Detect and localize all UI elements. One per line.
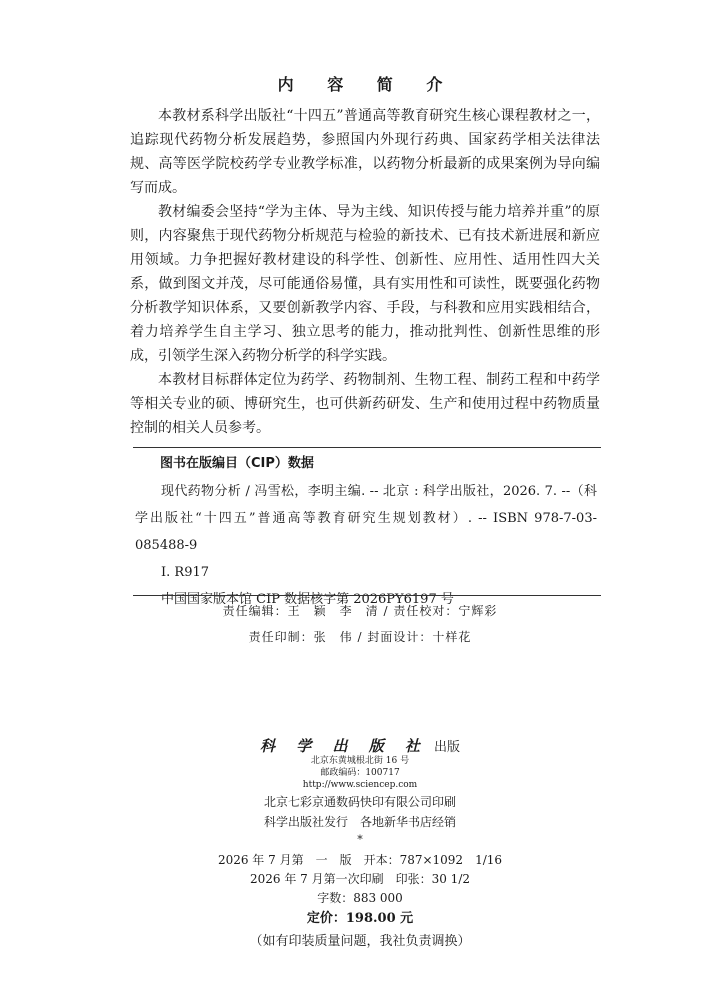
- summary-text: [130, 104, 600, 440]
- summary-paragraph: 教材编委会坚持“学为主体、导为主线、知识传授与能力培养并重”的原则，内容聚焦于现代药物分析规范与检验的新技术、已有技术新进展和新应用领域。力争把握好教材建设的科学性、创新性、应用性、适用性四大关系，做到图文并茂，尽可能通俗易懂，具有实用性和可读性，既要强化药物分析教学知识体系，又要创新教学内容、手段，与科教和应用实践相结合，着力培养学生自主学习、独立思考的能力，推动批判性、创新性思维的形成，引领学生深入药物分析学的科学实践。: [130, 204, 600, 364]
- distribution-line: 科学出版社发行 各地新华书店经销: [263, 815, 456, 829]
- summary-title: 内 容 简 介: [277, 75, 457, 94]
- summary-paragraph: 本教材系科学出版社“十四五”普通高等教育研究生核心课程教材之一，追踪现代药物分析发展趋势，参照国内外现行药典、国家药学相关法律法规、高等医学院校药学专业教学标准，以药物分析最新的成果案例为导向编写而成。: [130, 108, 600, 196]
- cip-record-text: 现代药物分析 / 冯雪松，李明主编. -- 北京 : 科学出版社，2026. 7. --（科学出版社“十四五”普通高等教育研究生规划教材）. -- ISBN 978-7-03-085488-9: [135, 484, 597, 553]
- summary-paragraph: 本教材目标群体定位为药学、药物制剂、生物工程、制药工程和中药学等相关专业的硕、博研究生，也可供新药研发、生产和使用过程中药物质量控制的相关人员参考。: [130, 372, 600, 436]
- edition-line: 2026 年 7 月第 一 版 开本：787×1092 1/16: [217, 853, 503, 867]
- cip-top-rule: [133, 447, 601, 448]
- printing-line: 2026 年 7 月第一次印刷 印张：30 1/2: [249, 872, 470, 886]
- publisher-address: 北京东黄城根北街 16 号: [310, 756, 410, 766]
- cip-heading: 图书在版编目（CIP）数据: [160, 456, 314, 471]
- price: 定价：198.00 元: [306, 911, 414, 926]
- separator-star: *: [357, 833, 363, 846]
- publisher-postcode: 邮政编码：100717: [320, 768, 400, 778]
- publisher-website: http://www.sciencep.com: [302, 780, 418, 790]
- publisher-suffix: 出版: [433, 740, 460, 755]
- printer-line: 北京七彩京通数码快印有限公司印刷: [263, 795, 456, 809]
- quality-notice: （如有印装质量问题，我社负责调换）: [249, 934, 471, 949]
- cip-bottom-rule: [133, 595, 601, 596]
- responsible-printing: 责任印制：张 伟 / 封面设计：十样花: [248, 630, 472, 644]
- cip-classification: Ⅰ. R917: [161, 565, 210, 580]
- word-count: 字数：883 000: [317, 891, 403, 905]
- publisher-logo: 科 学 出 版 社: [260, 737, 428, 755]
- publisher-line: [0, 735, 720, 756]
- cip-number: 中国国家版本馆 CIP 数据核字第 2026PY6197 号: [161, 592, 454, 607]
- responsible-editors: 责任编辑：王 颖 李 清 / 责任校对：宁辉彩: [222, 604, 498, 618]
- cip-record: [135, 478, 597, 613]
